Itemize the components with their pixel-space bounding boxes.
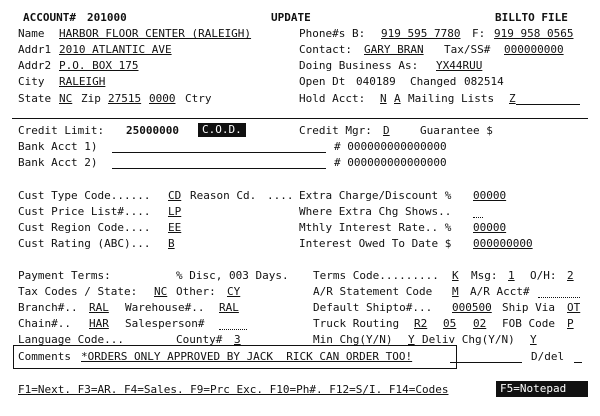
price-list-label: Cust Price List#.... (18, 205, 151, 218)
payment-terms-value[interactable]: % Disc, 003 Days. (176, 269, 289, 282)
rating-label: Cust Rating (ABC)... (18, 237, 151, 250)
phone-b-label: Phone#s B: (299, 27, 366, 40)
msg-field[interactable]: 1 (508, 269, 515, 282)
fob-code-label: FOB Code (502, 317, 555, 330)
min-chg-label: Min Chg(Y/N) (313, 333, 393, 346)
region-label: Cust Region Code.... (18, 221, 151, 234)
price-list-field[interactable]: LP (168, 205, 182, 218)
phone-f-label: F: (472, 27, 486, 40)
oh-label: O/H: (530, 269, 557, 282)
state-label: State (18, 92, 52, 105)
other-label: Other: (176, 285, 216, 298)
mailing-lists-field[interactable]: Z (509, 92, 516, 105)
ar-acct-label: A/R Acct# (470, 285, 530, 298)
credit-limit-value[interactable]: 25000000 (126, 124, 179, 137)
mthly-interest-label: Mthly Interest Rate.. % (299, 221, 452, 234)
cust-type-label: Cust Type Code...... (18, 189, 151, 202)
terms-code-field[interactable]: K (452, 269, 459, 282)
credit-mgr-field[interactable]: D (383, 124, 390, 137)
addr2-field[interactable]: P.O. BOX 175 (59, 59, 139, 72)
dba-label: Doing Business As: (299, 59, 419, 72)
contact-label: Contact: (299, 43, 352, 56)
language-code-label: Language Code... (18, 333, 124, 346)
open-date-value: 040189 (356, 75, 396, 88)
ar-statement-field[interactable]: M (452, 285, 459, 298)
comments-field-extension (450, 362, 522, 363)
section-divider (12, 118, 588, 119)
changed-value: 082514 (464, 75, 504, 88)
bank2-field[interactable] (112, 168, 326, 169)
city-label: City (18, 75, 45, 88)
tax-codes-label: Tax Codes / State: (18, 285, 138, 298)
comments-field[interactable]: *ORDERS ONLY APPROVED BY JACK RICK CAN ORDER TOO! (81, 350, 413, 363)
rating-field[interactable]: B (168, 237, 175, 250)
account-label: ACCOUNT# (23, 11, 76, 24)
bank2-label: Bank Acct 2) (18, 156, 98, 169)
min-chg-field[interactable]: Y (408, 333, 415, 346)
bank1-number[interactable]: # 000000000000000 (334, 140, 447, 153)
interest-owed-label: Interest Owed To Date $ (299, 237, 452, 250)
reason-field[interactable]: .... (267, 189, 294, 202)
function-key-bar[interactable]: F1=Next. F3=AR. F4=Sales. F9=Prc Exc. F10=Ph#. F12=S/I. F14=Codes (18, 383, 449, 396)
file-title: BILLTO FILE (495, 11, 568, 24)
bank1-field[interactable] (112, 152, 326, 153)
county-field[interactable]: 3 (234, 333, 241, 346)
bank1-label: Bank Acct 1) (18, 140, 98, 153)
mailing-lists-underline (516, 104, 580, 105)
mailing-lists-label: Mailing Lists (408, 92, 495, 105)
zip-label: Zip (81, 92, 101, 105)
warehouse-label: Warehouse#.. (125, 301, 205, 314)
addr2-label: Addr2 (18, 59, 52, 72)
phone-f-field[interactable]: 919 958 0565 (494, 27, 574, 40)
mode-title: UPDATE (271, 11, 311, 24)
truck-routing-label: Truck Routing (313, 317, 400, 330)
hold-field[interactable]: N (380, 92, 387, 105)
ddel-label: D/del (531, 350, 565, 363)
addr1-field[interactable]: 2010 ATLANTIC AVE (59, 43, 172, 56)
ctry-label: Ctry (185, 92, 212, 105)
ddel-field[interactable] (574, 362, 582, 363)
county-label: County# (176, 333, 223, 346)
credit-limit-label: Credit Limit: (18, 124, 105, 137)
taxss-label: Tax/SS# (444, 43, 491, 56)
ar-acct-field[interactable] (538, 297, 580, 298)
ship-via-label: Ship Via (502, 301, 555, 314)
routing-field-1[interactable]: R2 (414, 317, 428, 330)
f5-notepad-key[interactable]: F5=Notepad (496, 381, 588, 397)
chain-field[interactable]: HAR (89, 317, 109, 330)
warehouse-field[interactable]: RAL (219, 301, 239, 314)
deliv-chg-field[interactable]: Y (530, 333, 537, 346)
dba-field[interactable]: YX44RUU (436, 59, 483, 72)
cod-button[interactable]: C.O.D. (198, 123, 246, 137)
comments-label: Comments (18, 350, 71, 363)
open-date-label: Open Dt (299, 75, 346, 88)
ar-statement-label: A/R Statement Code (313, 285, 433, 298)
phone-b-field[interactable]: 919 595 7780 (381, 27, 461, 40)
hold-label: Hold Acct: (299, 92, 366, 105)
state-field[interactable]: NC (59, 92, 73, 105)
mthly-interest-field[interactable]: 00000 (473, 221, 507, 234)
salesperson-label: Salesperson# (125, 317, 205, 330)
account-number: 201000 (87, 11, 127, 24)
chain-label: Chain#.. (18, 317, 71, 330)
branch-label: Branch#.. (18, 301, 78, 314)
changed-label: Changed (410, 75, 457, 88)
name-field[interactable]: HARBOR FLOOR CENTER (RALEIGH) (59, 27, 252, 40)
extra-charge-field[interactable]: 00000 (473, 189, 507, 202)
where-extra-label: Where Extra Chg Shows.. (299, 205, 452, 218)
default-shipto-label: Default Shipto#... (313, 301, 433, 314)
contact-field[interactable]: GARY BRAN (364, 43, 424, 56)
routing-field-2[interactable]: 05 (443, 317, 457, 330)
addr1-label: Addr1 (18, 43, 52, 56)
default-shipto-field[interactable]: 000500 (452, 301, 492, 314)
deliv-chg-label: Deliv Chg(Y/N) (422, 333, 515, 346)
cust-type-field[interactable]: CD (168, 189, 182, 202)
bank2-number[interactable]: # 000000000000000 (334, 156, 447, 169)
guarantee-label: Guarantee $ (420, 124, 493, 137)
salesperson-field[interactable] (219, 329, 247, 330)
other-field[interactable]: CY (227, 285, 241, 298)
terms-code-label: Terms Code......... (313, 269, 439, 282)
hold-field-2[interactable]: A (394, 92, 401, 105)
name-label: Name (18, 27, 45, 40)
zip-field[interactable]: 27515 (108, 92, 142, 105)
payment-terms-label: Payment Terms: (18, 269, 111, 282)
ship-via-field[interactable]: OT (567, 301, 581, 314)
extra-charge-label: Extra Charge/Discount % (299, 189, 452, 202)
branch-field[interactable]: RAL (89, 301, 109, 314)
reason-label: Reason Cd. (190, 189, 257, 202)
city-field[interactable]: RALEIGH (59, 75, 106, 88)
credit-mgr-label: Credit Mgr: (299, 124, 372, 137)
where-extra-field[interactable] (473, 217, 483, 218)
zip4-field[interactable]: 0000 (149, 92, 176, 105)
tax-state-field[interactable]: NC (154, 285, 168, 298)
routing-field-3[interactable]: 02 (473, 317, 487, 330)
interest-owed-field[interactable]: 000000000 (473, 237, 533, 250)
fob-code-field[interactable]: P (567, 317, 574, 330)
oh-field[interactable]: 2 (567, 269, 574, 282)
taxss-field[interactable]: 000000000 (504, 43, 564, 56)
msg-label: Msg: (471, 269, 498, 282)
region-field[interactable]: EE (168, 221, 182, 234)
